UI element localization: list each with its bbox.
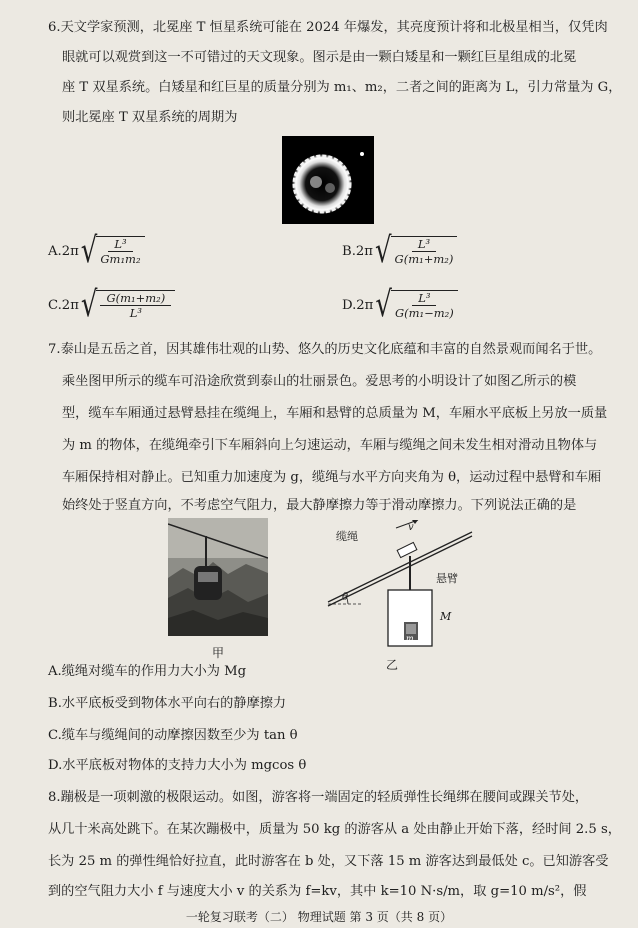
q6-option-a[interactable]: A.2π √ $\frac{\text{L³}}{\text{Gm₁m₂}}$ <box>48 236 145 266</box>
page-footer: 一轮复习联考（二） 物理试题 第 3 页（共 8 页） <box>185 910 453 924</box>
option-c-label: C.2π <box>48 297 79 313</box>
q8-line-4: 到的空气阻力大小 f 与速度大小 v 的关系为 f=kv，其中 k=10 N·s/m，取 g=10 m/s²，假 <box>48 884 587 899</box>
figure-yi-caption: 乙 <box>386 658 399 672</box>
q7-line-3: 型，缆车车厢通过悬臂悬挂在缆绳上，车厢和悬臂的总质量为 M，车厢水平底板上另放一质量 <box>62 406 608 421</box>
q8-line-1: 8.蹦极是一项刺激的极限运动。如图，游客将一端固定的轻质弹性长绳绑在腰间或踝关节处， <box>48 790 589 805</box>
label-theta: θ <box>342 592 349 603</box>
q7-option-c[interactable]: C.缆车与缆绳间的动摩擦因数至少为 tan θ <box>48 728 298 743</box>
option-d-denominator: G(m₁−m₂) <box>394 306 454 320</box>
q8-line-2: 从几十米高处跳下。在某次蹦极中，质量为 50 kg 的游客从 a 处由静止开始下落，经时间 2.5 s， <box>48 822 621 837</box>
label-rope: 缆绳 <box>336 530 358 543</box>
q6-option-d[interactable]: D.2π √ $\frac{\text{L³}}{\text{G(m₁−m₂)}}$ <box>342 290 458 320</box>
label-v: v <box>408 522 414 533</box>
q7-line-6: 始终处于竖直方向，不考虑空气阻力，最大静摩擦力等于滑动摩擦力。下列说法正确的是 <box>62 498 577 513</box>
option-d-numerator: L³ <box>412 291 436 306</box>
q7-option-a[interactable]: A.缆绳对缆车的作用力大小为 Mg <box>48 664 247 679</box>
option-c-numerator: G(m₁+m₂) <box>100 291 171 306</box>
q6-line-4: 则北冕座 T 双星系统的周期为 <box>62 110 238 125</box>
q7-option-d[interactable]: D.水平底板对物体的支持力大小为 mgcos θ <box>48 758 307 773</box>
option-a-denominator: Gm₁m₂ <box>100 252 141 266</box>
option-d-label: D.2π <box>342 297 374 313</box>
q7-option-b[interactable]: B.水平底板受到物体水平向右的静摩擦力 <box>48 696 287 711</box>
q6-line-2: 眼就可以观赏到这一不可错过的天文现象。图示是由一颗白矮星和一颗红巨星组成的北冕 <box>62 50 577 65</box>
q6-option-b[interactable]: B.2π √ $\frac{\text{L³}}{\text{G(m₁+m₂)}}$ <box>342 236 457 266</box>
q6-option-c[interactable]: C.2π √ $\frac{\text{G(m₁+m₂)}}{\text{L³}}$ <box>48 290 175 320</box>
q6-line-1: 6.天文学家预测，北冕座 T 恒星系统可能在 2024 年爆发，其亮度预计将和北极星相当，仅凭肉 <box>48 20 608 35</box>
option-a-label: A.2π <box>48 243 79 259</box>
q7-line-2: 乘坐图甲所示的缆车可沿途欣赏到泰山的壮丽景色。爱思考的小明设计了如图乙所示的模 <box>62 374 577 389</box>
q7-line-5: 车厢保持相对静止。已知重力加速度为 g，缆绳与水平方向夹角为 θ，运动过程中悬臂和车厢 <box>62 470 602 485</box>
cable-car-photo <box>168 518 268 636</box>
option-b-label: B.2π <box>342 243 373 259</box>
label-M: M <box>440 610 452 623</box>
binary-star-image <box>282 136 374 224</box>
option-b-numerator: L³ <box>412 237 436 252</box>
q8-line-3: 长为 25 m 的弹性绳恰好拉直，此时游客在 b 处，又下落 15 m 游客达到最低处 c。已知游客受 <box>48 854 609 869</box>
option-b-denominator: G(m₁+m₂) <box>394 252 454 266</box>
option-a-numerator: L³ <box>108 237 132 252</box>
label-arm: 悬臂 <box>436 572 458 585</box>
label-m: m <box>406 634 414 643</box>
figure-jia-caption: 甲 <box>212 646 225 660</box>
q7-line-4: 为 m 的物体，在缆绳牵引下车厢斜向上匀速运动，车厢与缆绳之间未发生相对滑动且物体与 <box>62 438 598 453</box>
q6-line-3: 座 T 双星系统。白矮星和红巨星的质量分别为 m₁、m₂，二者之间的距离为 L，引力常量为 G， <box>62 80 622 95</box>
option-c-denominator: L³ <box>129 306 142 320</box>
q7-line-1: 7.泰山是五岳之首，因其雄伟壮观的山势、悠久的历史文化底蕴和丰富的自然景观而闻名于世。 <box>48 342 602 357</box>
